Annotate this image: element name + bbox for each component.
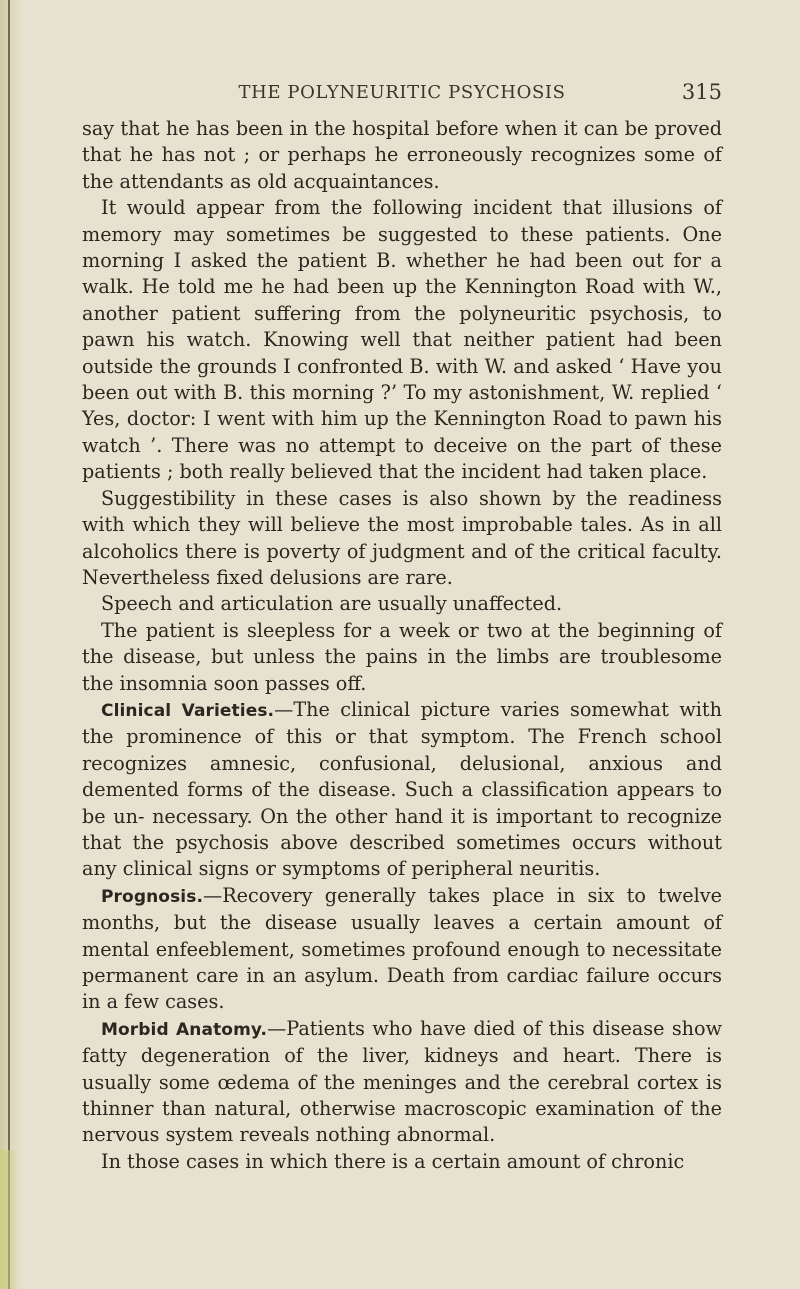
paragraph-text: Suggestibility in these cases is also shown by the readiness with which they will believe the most improbable tales. As in all alcoholics there is poverty of judgment and of the critical faculty. Nevertheless fixed delusions are rare. (82, 486, 722, 589)
page-number: 315 (681, 80, 722, 104)
paragraph-text: In those cases in which there is a certain amount of chronic (101, 1149, 685, 1173)
page-gutter (0, 0, 24, 1289)
section-heading: Prognosis. (101, 886, 203, 907)
paragraph-clinical-varieties (82, 697, 722, 883)
paragraph-text: —Recovery generally takes place in six to twelve months, but the disease usually leaves a certain amount of mental enfeeblement, sometimes profound enough to necessitate permanent care in an asylum. Death from cardiac failure occurs in a few cases. (82, 883, 722, 1014)
paragraph-chronic-cases (82, 1149, 722, 1175)
paragraph-text: The patient is sleepless for a week or two at the beginning of the disease, but unless the pains in the limbs are troublesome the insomnia soon passes off. (82, 618, 722, 695)
paragraph-text: —Patients who have died of this disease show fatty degeneration of the liver, kidneys and heart. There is usually some œdema of the meninges and the cerebral cortex is thinner than natural, otherwise macroscopic examination of the nervous system reveals nothing abnormal. (82, 1016, 723, 1147)
paragraph-memory-illusions (82, 195, 722, 485)
running-head (82, 82, 722, 116)
paragraph-text: —The clinical picture varies somewhat with the prominence of this or that symptom. The French school recognizes amnesic, confusional, delusional, anxious and demented forms of the disease. Such a classification appears to be un- necessary. On the other hand it is important to recognize that the psychosis above described sometimes occurs without any clinical signs or symptoms of peripheral neuritis. (82, 697, 722, 881)
paragraph-morbid-anatomy (82, 1016, 722, 1149)
paragraph-prognosis (82, 883, 722, 1016)
paragraph-continuation (82, 116, 722, 195)
binding-edge (8, 0, 10, 1289)
paragraph-speech (82, 591, 722, 617)
paragraph-suggestibility (82, 486, 722, 592)
paragraph-text: It would appear from the following incident that illusions of memory may sometimes be suggested to these patients. One morning I asked the patient B. whether he had been out for a walk. He told me he had been up the Kennington Road with W., another patient suffering from the polyneuritic psychosis, to pawn his watch. Knowing well that neither patient had been outside the grounds I confronted B. with W. and asked ‘ Have you been out with B. this morning ?’ To my astonishment, W. replied ‘ Yes, doctor: I went with him up the Kennington Road to pawn his watch ’. There was no attempt to deceive on the part of these patients ; both really believed that the incident had taken place. (82, 196, 722, 484)
running-title: THE POLYNEURITIC PSYCHOSIS (238, 82, 566, 103)
body-text (82, 116, 722, 1175)
book-page (82, 82, 722, 1175)
paragraph-text: Speech and articulation are usually unaffected. (101, 592, 563, 616)
gutter-shadow (0, 1150, 18, 1289)
paragraph-insomnia (82, 618, 722, 697)
section-heading: Clinical Varieties. (101, 700, 275, 721)
paragraph-text: say that he has been in the hospital before when it can be proved that he has not ; or perhaps he erroneously recognizes some of the attendants as old acquaintances. (82, 117, 722, 193)
section-heading: Morbid Anatomy. (101, 1019, 268, 1040)
